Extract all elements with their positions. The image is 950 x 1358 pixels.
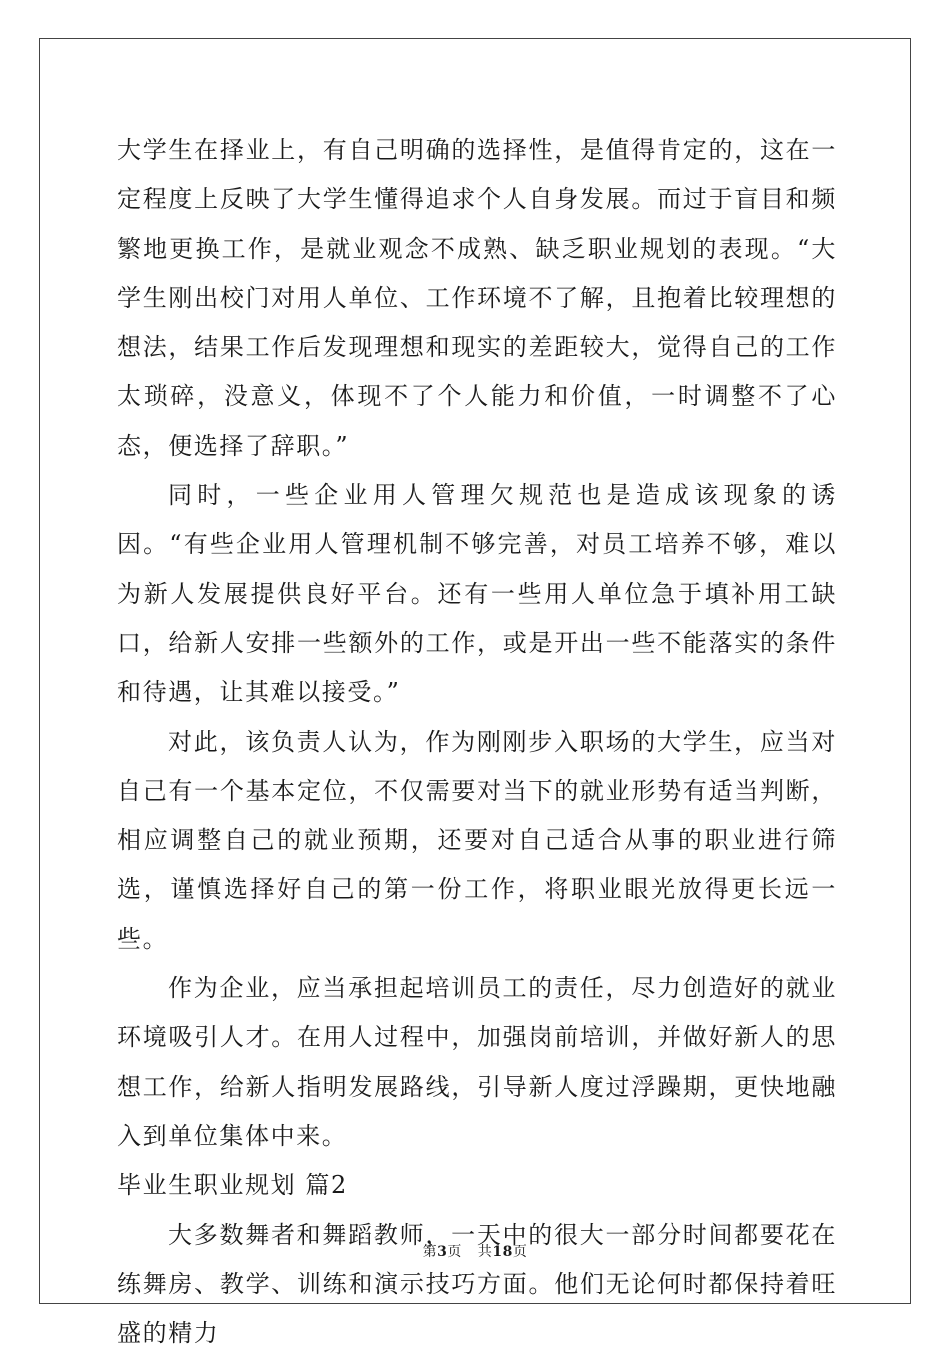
page-total: 18 [492,1244,513,1260]
total-suffix: 页 [512,1244,528,1260]
page-footer [0,1241,950,1261]
paragraph-2: 同时，一些企业用人管理欠规范也是造成该现象的诱因。“有些企业用人管理机制不够完善，对员工培养不够，难以为新人发展提供良好平台。还有一些用人单位急于填补用工缺口，给新人安排一些额外的工作，或是开出一些不能落实的条件和待遇，让其难以接受。” [117,481,837,707]
total-prefix: 共 [477,1244,493,1260]
page-current: 3 [437,1244,448,1260]
paragraph-1: 大学生在择业上，有自己明确的选择性，是值得肯定的，这在一定程度上反映了大学生懂得追求个人自身发展。而过于盲目和频繁地更换工作，是就业观念不成熟、缺乏职业规划的表现。“大学生刚出校门对用人单位、工作环境不了解，且抱着比较理想的想法，结果工作后发现理想和现实的差距较大，觉得自己的工作太琐碎，没意义，体现不了个人能力和价值，一时调整不了心态，便选择了辞职。” [117,136,837,460]
page-suffix: 页 [447,1244,462,1260]
paragraph-4: 作为企业，应当承担起培训员工的责任，尽力创造好的就业环境吸引人才。在用人过程中，加强岗前培训，并做好新人的思想工作，给新人指明发展路线，引导新人度过浮躁期，更快地融入到单位集体中来。 [117,974,837,1150]
paragraph-5: 大多数舞者和舞蹈教师，一天中的很大一部分时间都要花在练舞房、教学、训练和演示技巧方面。他们无论何时都保持着旺盛的精力 [117,1220,837,1348]
page-prefix: 第 [422,1244,438,1260]
document-body [117,126,837,1358]
section-heading: 毕业生职业规划 篇2 [117,1171,348,1200]
paragraph-3: 对此，该负责人认为，作为刚刚步入职场的大学生，应当对自己有一个基本定位，不仅需要对当下的就业形势有适当判断，相应调整自己的就业预期，还要对自己适合从事的职业进行筛选，谨慎选择好自己的第一份工作，将职业眼光放得更长远一些。 [117,727,837,953]
